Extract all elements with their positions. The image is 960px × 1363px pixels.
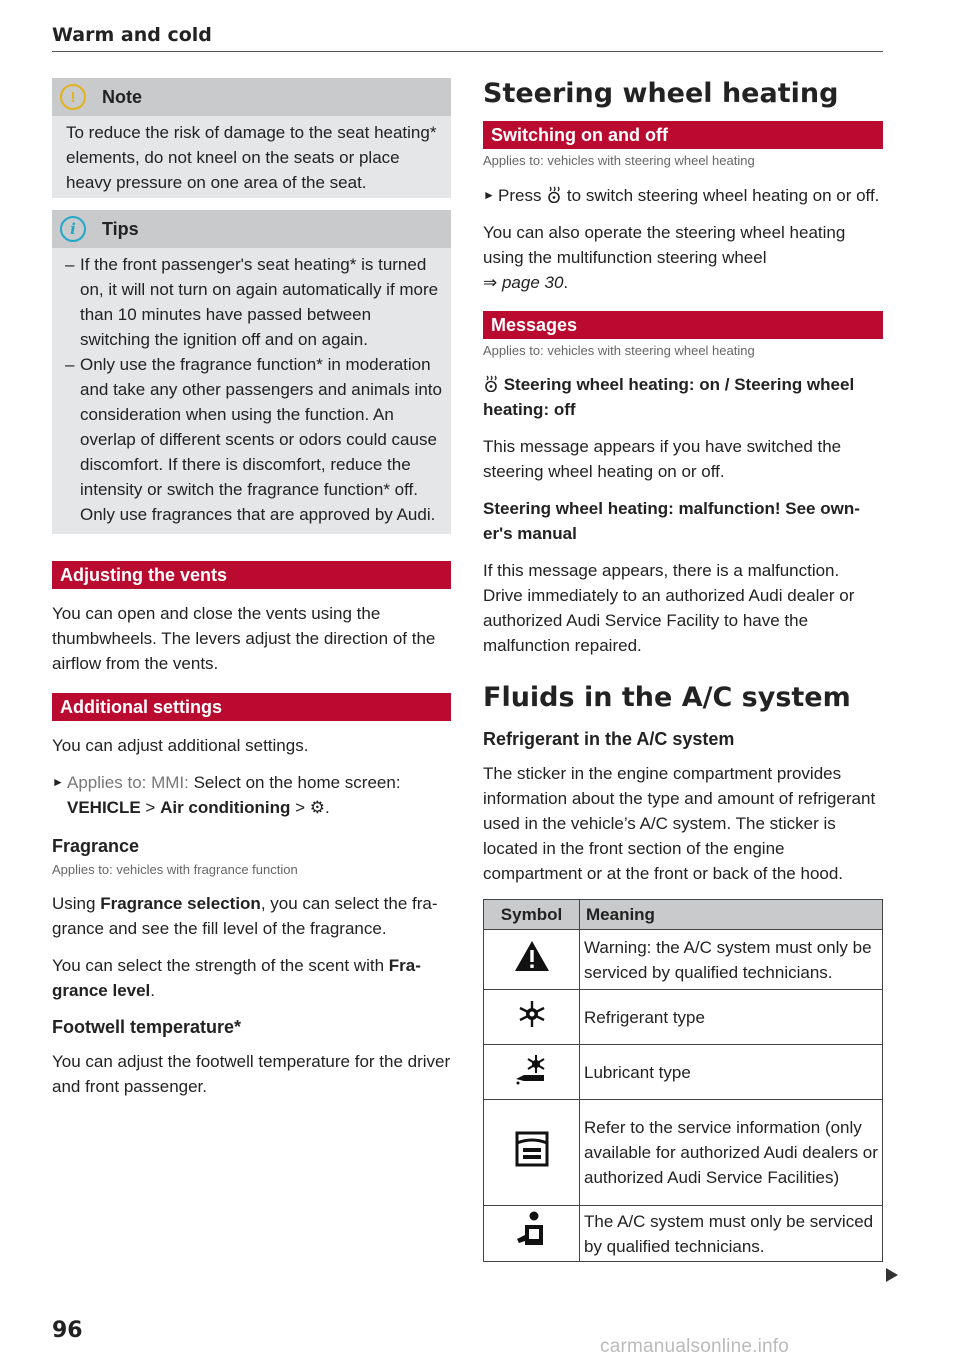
tips-item: – Only use the fragrance function* in moderation and take any other passengers and animals into consideration when using the function. An overlap of different scents or odors could cause discomfort. If there is discomfort, reduce the intensity or switch the fragrance function* off. Only use fragrances that are approved by Audi. <box>66 352 443 527</box>
messages-applies: Applies to: vehicles with steering wheel heating <box>483 343 755 358</box>
step-arrow-icon: ► <box>483 188 495 202</box>
table-header-row <box>484 900 883 930</box>
meaning-cell: Warning: the A/C system must only be serviced by qualified technicians. <box>580 930 883 990</box>
tips-label: Tips <box>102 218 139 239</box>
page-number: 96 <box>52 1318 83 1343</box>
note-label: Note <box>102 86 142 107</box>
table-row <box>484 1045 883 1100</box>
additional-step: ► Applies to: MMI: Select on the home screen: VEHICLE > Air conditioning > ⚙. <box>52 770 451 820</box>
note-icon: ! <box>60 84 86 110</box>
watermark: carmanualsonline.info <box>600 1336 790 1357</box>
info-icon: i <box>60 216 86 242</box>
symbol-cell <box>484 1100 580 1206</box>
text-run: Using <box>52 894 101 913</box>
step-text: Select on the home screen: <box>188 773 401 792</box>
fragrance-heading: Fragrance <box>52 836 140 856</box>
note-box <box>52 78 451 198</box>
left-column <box>52 78 451 1099</box>
table-row <box>484 1206 883 1262</box>
meaning-cell: The A/C system must only be serviced by qualified technicians. <box>580 1206 883 1262</box>
symbol-cell <box>484 930 580 990</box>
fluids-table <box>483 899 883 1262</box>
tips-header <box>52 210 451 248</box>
text-run: . <box>150 981 156 1000</box>
switching-section-bar: Switching on and off <box>483 121 883 149</box>
text-run: , you can select the fragrance and see the fill level of the fragrance. <box>52 894 438 938</box>
switching-applies: Applies to: vehicles with steering wheel heating <box>483 153 755 168</box>
path-separator: > <box>140 798 161 817</box>
vents-text: You can open and close the vents using the thumbwheels. The levers adjust the direction of the airflow from the vents. <box>52 604 436 673</box>
message-1-heading <box>483 372 883 422</box>
tips-item: – If the front passenger's seat heating* is turned on, it will not turn on again automatically if more than 10 minutes have passed between switching the ignition off and on again. <box>66 252 443 352</box>
col-symbol: Symbol <box>484 900 580 930</box>
page-30-link[interactable]: ⇒ page 30 <box>483 273 564 292</box>
fragrance-text-1 <box>52 891 451 941</box>
meaning-cell: Lubricant type <box>580 1045 883 1100</box>
steering-wheel-heating-icon <box>546 186 562 203</box>
technician-icon <box>516 1211 548 1249</box>
page-header-title: Warm and cold <box>52 24 212 46</box>
right-column <box>483 78 883 1262</box>
steering-heating-heading: Steering wheel heating <box>483 78 839 109</box>
settings-gear-icon: ⚙ <box>309 798 326 817</box>
table-row <box>484 930 883 990</box>
text-run: Press <box>498 186 547 205</box>
meaning-cell: Refer to the service information (only available for authorized Audi dealers or authorized Audi Service Facilities) <box>580 1100 883 1206</box>
menu-vehicle: VEHICLE <box>67 798 141 817</box>
additional-intro: You can adjust additional settings. <box>52 736 309 755</box>
switching-text <box>483 220 883 295</box>
fragrance-level-label: Fragrance level <box>52 956 421 1000</box>
footwell-text: You can adjust the footwell temperature for the driver and front passenger. <box>52 1052 451 1096</box>
table-row <box>484 990 883 1045</box>
refrigerant-subheading: Refrigerant in the A/C system <box>483 729 735 749</box>
footwell-heading: Footwell temperature* <box>52 1017 242 1037</box>
table-row <box>484 1100 883 1206</box>
message-2-heading: Steering wheel heating: malfunction! See owner's manual <box>483 499 860 543</box>
step-arrow-icon: ► <box>52 775 64 789</box>
warning-triangle-icon <box>514 940 550 972</box>
vents-section-bar: Adjusting the vents <box>52 561 451 589</box>
symbol-cell <box>484 1206 580 1262</box>
steering-wheel-heating-icon <box>483 375 499 392</box>
symbol-cell <box>484 990 580 1045</box>
messages-section-bar: Messages <box>483 311 883 339</box>
continue-arrow-icon <box>886 1268 898 1282</box>
message-2-text: If this message appears, there is a malfunction. Drive immediately to an authorized Audi dealer or authorized Audi Service Facility to have the malfunction repaired. <box>483 561 855 655</box>
symbol-cell <box>484 1045 580 1100</box>
tips-box <box>52 210 451 534</box>
service-manual-icon <box>515 1131 549 1167</box>
refrigerant-text: The sticker in the engine compartment provides information about the type and amount of refrigerant used in the vehicle’s A/C system. The sticker is located in the front section of the engine compartment or at the front or back of the hood. <box>483 764 876 883</box>
meaning-cell: Refrigerant type <box>580 990 883 1045</box>
text-run: to switch steering wheel heating on or off. <box>566 186 880 205</box>
col-meaning: Meaning <box>580 900 883 930</box>
menu-air-conditioning: Air conditioning <box>160 798 291 817</box>
applies-mmi: Applies to: MMI: <box>67 773 189 792</box>
tips-body <box>52 248 451 534</box>
fragrance-text-2 <box>52 953 451 1003</box>
text-run: Steering wheel heating: on / Steering wheel heating: off <box>483 375 855 419</box>
text-run: . <box>563 273 569 292</box>
lubricant-icon <box>514 1053 550 1085</box>
note-header <box>52 78 451 116</box>
refrigerant-icon <box>517 999 547 1029</box>
text-run: You can select the strength of the scent with <box>52 956 389 975</box>
header-rule <box>52 51 883 52</box>
fluids-heading: Fluids in the A/C system <box>483 682 851 713</box>
message-1-text: This message appears if you have switched the steering wheel heating on or off. <box>483 437 842 481</box>
path-separator: > <box>290 798 310 817</box>
fragrance-selection-label: Fragrance selection <box>100 894 261 913</box>
fragrance-applies: Applies to: vehicles with fragrance function <box>52 862 298 877</box>
note-text: To reduce the risk of damage to the seat heating* elements, do not kneel on the seats or place heavy pressure on one area of the seat. <box>66 123 437 192</box>
text-run: You can also operate the steering wheel heating using the multifunction steering wheel <box>483 223 846 267</box>
note-body <box>52 116 451 198</box>
switching-step <box>483 183 883 208</box>
additional-section-bar: Additional settings <box>52 693 451 721</box>
